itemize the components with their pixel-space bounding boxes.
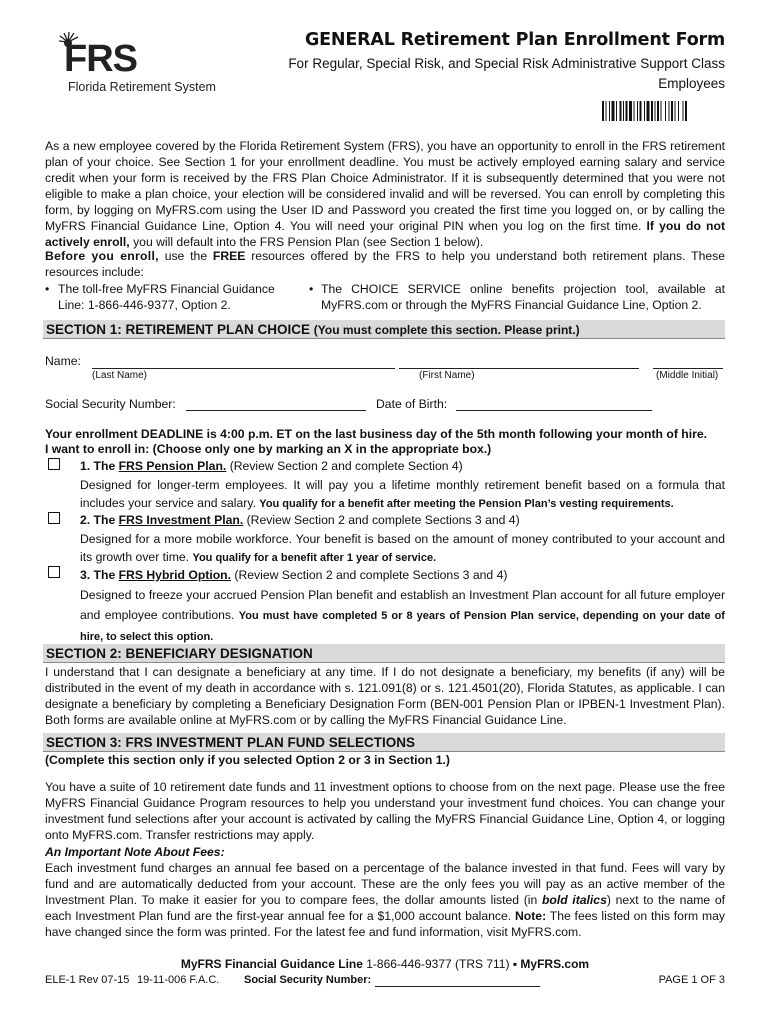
page-number: PAGE 1 OF 3 [658, 974, 725, 986]
investment-plan-checkbox[interactable] [48, 512, 60, 524]
first-name-caption: (First Name) [419, 370, 475, 381]
fac-reference: 19-11-006 F.A.C. [137, 974, 220, 986]
enrollment-deadline: Your enrollment DEADLINE is 4:00 p.m. ET on the last business day of the 5th month following your month of hire. I want to enroll in: (Choose only one by marking an X in the appropriate box.) [45, 427, 708, 456]
before-enroll-paragraph: Before you enroll, use the FREE resources offered by the FRS to help you understand both retirement plans. These resources include: [45, 249, 725, 279]
ssn-field[interactable] [186, 410, 366, 411]
logo-subtitle: Florida Retirement System [68, 80, 216, 94]
pension-plan-checkbox[interactable] [48, 458, 60, 470]
hybrid-option-checkbox[interactable] [48, 566, 60, 578]
section3-header: SECTION 3: FRS INVESTMENT PLAN FUND SELECTIONS [43, 733, 725, 752]
footer-ssn-label: Social Security Number: [244, 974, 372, 986]
ssn-label: Social Security Number: [45, 397, 176, 411]
last-name-caption: (Last Name) [92, 370, 148, 381]
beneficiary-paragraph: I understand that I can designate a beneficiary at any time. If I do not designate a beneficiary, my benefits (if any) will be distributed in the event of my death in accordance with s. 121.091(8) or s. 121.4501(20), Florida Statutes, as applicable. I can designate a beneficiary by completing a Beneficiary Designation Form (BEN-001 Pension Plan or IPBEN-1 Investment Plan). Both forms are available online at MyFRS.com or by calling the MyFRS Financial Guidance Line. [45, 665, 725, 727]
first-name-field[interactable] [399, 368, 639, 369]
form-id: ELE-1 Rev 07-15 [45, 974, 130, 986]
name-label: Name: [45, 354, 81, 368]
option-investment-plan: 2. The FRS Investment Plan. (Review Section 2 and complete Sections 3 and 4) Designed for a more mobile workforce. Your benefit is based on the amount of money contributed to your account and its growth over time. You qualify for a benefit after 1 year of service. [80, 513, 725, 564]
guidance-line-footer: MyFRS Financial Guidance Line 1-866-446-9377 (TRS 711) ▪ MyFRS.com [180, 957, 590, 971]
section3-note: (Complete this section only if you selected Option 2 or 3 in Section 1.) [45, 753, 450, 767]
last-name-field[interactable] [92, 368, 395, 369]
middle-initial-caption: (Middle Initial) [656, 370, 719, 381]
middle-initial-field[interactable] [653, 368, 723, 369]
fees-heading: An Important Note About Fees: [45, 845, 225, 859]
section1-header: SECTION 1: RETIREMENT PLAN CHOICE (You must complete this section. Please print.) [43, 320, 725, 339]
fund-selection-paragraph: You have a suite of 10 retirement date funds and 11 investment options to choose from on the next page. Please use the free MyFRS Financial Guidance Program resources to help you understand your investment fund choices. You can change your investment fund selections after your account is activated by calling the MyFRS Financial Guidance Line, Option 4, or logging onto MyFRS.com. Transfer restrictions may apply. [45, 780, 725, 842]
resource-bullet-1: • The toll-free MyFRS Financial Guidance Line: 1-866-446-9377, Option 2. [45, 282, 275, 312]
option-pension-plan: 1. The FRS Pension Plan. (Review Section 2 and complete Section 4) Designed for longer-term employees. It will pay you a lifetime monthly retirement benefit based on a formula that includes your service and salary. You qualify for a benefit after meeting the Pension Plan’s vesting requirements. [80, 459, 725, 510]
option-hybrid: 3. The FRS Hybrid Option. (Review Section 2 and complete Sections 3 and 4) Designed to freeze your accrued Pension Plan benefit and establish an Investment Plan account for all future employer and employee contributions. You must have completed 5 or 8 years of Pension Plan service, depending on your date of hire, to select this option. [80, 568, 725, 643]
barcode-icon [602, 101, 724, 121]
section2-header: SECTION 2: BENEFICIARY DESIGNATION [43, 644, 725, 663]
resource-bullet-2: • The CHOICE SERVICE online benefits projection tool, available at MyFRS.com or through the MyFRS Financial Guidance Line, Option 2. [309, 282, 725, 312]
footer-ssn-field[interactable] [375, 986, 540, 987]
frs-logo: FRS [64, 38, 137, 80]
intro-paragraph: As a new employee covered by the Florida Retirement System (FRS), you have an opportunity to enroll in the FRS retirement plan of your choice. See Section 1 for your enrollment deadline. You must be actively employed earning salary and service credit when your form is received by the FRS Plan Choice Administrator. If it is subsequently determined that you were not eligible to make a plan choice, your election will be considered invalid and will be reversed. You can enroll by completing this form, by logging on MyFRS.com using the User ID and Password you created the first time you logged on, or by calling the MyFRS Financial Guidance Line, Option 4. You will need your original PIN when you log on the first time. If you do not actively enroll, you will default into the FRS Pension Plan (see Section 1 below). [45, 139, 725, 249]
fees-paragraph: Each investment fund charges an annual fee based on a percentage of the balance invested in that fund. Fees will vary by fund and are automatically deducted from your account. These are the only fees you will pay as an active member of the Investment Plan. To make it easier for you to compare fees, the dollar amounts listed (in bold italics) next to the name of each Investment Plan fund are the first-year annual fee for a $1,000 account balance. Note: The fees listed on this form may have changed since the form was printed. For the latest fee and fund information, visit MyFRS.com. [45, 861, 725, 939]
dob-field[interactable] [456, 410, 652, 411]
dob-label: Date of Birth: [376, 397, 448, 411]
form-subtitle: For Regular, Special Risk, and Special Risk Administrative Support Class Employees [288, 56, 725, 91]
form-title: GENERAL Retirement Plan Enrollment Form [304, 30, 725, 50]
